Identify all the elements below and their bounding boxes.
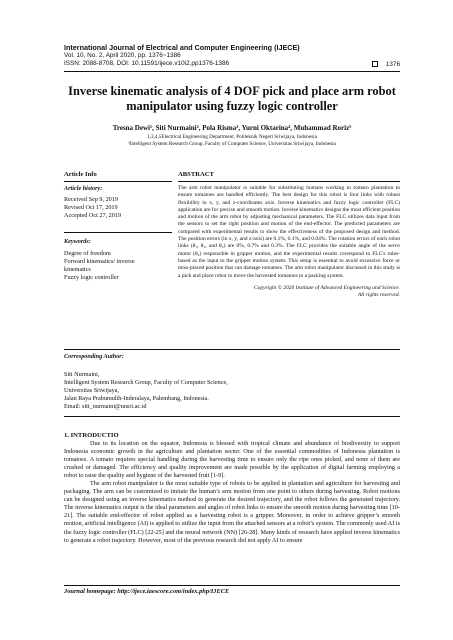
corresponding-rule (64, 349, 400, 350)
affiliation-2: ²Intelligent System Research Group, Faculty of Computer Science, Universitas Sriwijaya, Indonesia (128, 141, 336, 147)
keyword-item: Degree of freedom (64, 250, 111, 257)
journal-header (64, 43, 400, 68)
author-name: Siti Nurmaini, (64, 371, 100, 378)
keyword-item: Forward kinematics/ inverse (64, 258, 135, 265)
history-rule (64, 232, 172, 233)
paper-title: Inverse kinematic analysis of 4 DOF pick and place arm robot manipulator using fuzzy logic controller (68, 84, 396, 113)
journal-issn-line: ISSN: 2088-8708, DOI: 10.11591/ijece.v10i2.pp1376-1386 (64, 60, 230, 67)
header-rule (64, 71, 400, 72)
introduction-paragraph-2: The arm robot manipulator is the most suitable type of robots to be applied in plantation and agriculture for harvesting and packaging. The arm can be customized to imitate the human’s arm motion from one point to others during harvesting. Robot motions can be designed using an inverse kinematics method to generate the desired trajectory, and the robot follows the generated trajectory. The inverse kinematics output is the ideal parameters and angles of robot links to ensure the smooth motion during harvesting time [10-21]. The suitable end-effector of robot applied as a harvesting robot is a gripper. Moreover, in order to achieve gripper’s smooth motion, artificial intelligence (AI) is applied to utilize the input from the attached sensors at a robot’s system. The commonly used AI is the fuzzy logic controller (FLC) [22-25] and the neural network (NN) [26-28]. Many kinds of research have applied inverse kinematics to generate a robot trajectory. However, most of the previous research did not apply AI to ensure (64, 480, 400, 544)
footer-rule (64, 585, 400, 586)
history-list (64, 196, 180, 220)
page-number: 1376 (385, 60, 400, 68)
author-email: Email: siti_nurmaini@unsri.ac.id (64, 403, 147, 410)
journal-name: International Journal of Electrical and Computer Engineering (IJECE) (64, 43, 300, 52)
body-rule (64, 416, 400, 417)
article-info-heading-box (64, 170, 180, 179)
keywords-section (64, 238, 180, 282)
article-info-heading: Article Info (64, 171, 97, 178)
journal-volume-line: Vol. 10, No. 2, April 2020, pp. 1376~1386 (64, 52, 181, 59)
copyright-line: Copyright © 2020 Institute of Advanced Engineering and Science. (254, 284, 400, 291)
rights-line: All rights reserved. (357, 291, 400, 298)
history-revised: Revised Oct 17, 2019 (64, 204, 118, 211)
keyword-item: Fuzzy logic controller (64, 274, 119, 281)
article-history (64, 185, 180, 220)
keywords-heading: Keywords: (64, 238, 91, 245)
square-icon (372, 61, 378, 67)
author-university: Universitas Sriwijaya, (64, 387, 119, 394)
abstract-body (178, 185, 400, 299)
abstract-heading: ABSTRACT (178, 171, 214, 178)
corresponding-heading: Corresponding Author: (64, 353, 124, 360)
introduction-body (64, 440, 400, 545)
article-info-rule (64, 181, 172, 182)
introduction-paragraph-1: Due to its location on the equator, Indonesia is blessed with tropical climate and abundance of biodiversity to support Indonesia economic growth in the agriculture and plantation sector. One of the essential commodities of Indonesia plantation is tomatoes. A tomato requires special handling during the harvesting time to ensure only the ripe ones picked, and none of them are crushed or damaged. The efficiency and quality improvement are made possible by the application of digital farming employing a robot to raise the quality and hygiene of the harvested fruit [1-9]. (64, 440, 400, 480)
author-group: Intelligent System Research Group, Faculty of Computer Science, (64, 379, 228, 386)
history-received: Received Sep 9, 2019 (64, 196, 118, 203)
author-address: Jalan Raya Prabumulih-Inderalaya, Palembang, Indonesia. (64, 395, 209, 402)
abstract-text: The arm robot manipulator is suitable for substituting humans working in tomato plantation to ensure tomatoes are handled efficiently. The best design for this robot is four links with robust flexibility in x, y, and z-coordinates axis. Inverse kinematics and fuzzy logic controller (FLC) application are for precise and smooth motion. Inverse kinematics designs the most efficient position and motion of the arm robot by adjusting mechanical parameters. The FLC utilizes data input from the sensors to set the right position and motion of the end-effector. The predicted parameters are compared with experimental results to show the effectiveness of the proposed design and method. The position errors (in x, y, and z-axis) are 0.1%, 0.1%, and 0.04%. The rotation errors of each robot links (θ₁, θ₂, and θ₃) are 0%, 0.7% and 0.3%. The FLC provides the suitable angle of the servo motor (θ₄) responsible in gripper motion, and the experimental results correspond to FLC's rules-based as the input to the gripper motion system. This setup is essential to avoid excessive force or miss-placed position that can damage tomatoes. The arm robot manipulator discussed in this study is a pick and place robot to move the harvested tomatoes to a packing system. (178, 185, 400, 279)
copyright-block (178, 285, 400, 299)
corresponding-author (64, 371, 400, 411)
abstract-rule (178, 181, 400, 182)
keyword-item: kinematics (64, 266, 91, 273)
journal-homepage: Journal homepage: http://ijece.iaescore.com/index.php/IJECE (64, 588, 230, 595)
keyword-list (64, 250, 180, 282)
history-accepted: Accepted Oct 27, 2019 (64, 212, 122, 219)
abstract-heading-box (178, 170, 400, 179)
issn-row (64, 60, 400, 68)
introduction-heading: 1. INTRODUCTIO (64, 432, 119, 439)
author-list: Tresna Dewi¹, Siti Nurmaini², Pola Risma³, Yurni Oktarina⁴, Muhammad Roriz⁵ (112, 124, 352, 132)
page-number-group (372, 61, 400, 68)
affiliation-1: 1,3,4,5Electrical Engineering Department, Politeknik Negeri Sriwijaya, Indonesia (147, 134, 317, 140)
history-heading: Article history: (64, 185, 103, 192)
